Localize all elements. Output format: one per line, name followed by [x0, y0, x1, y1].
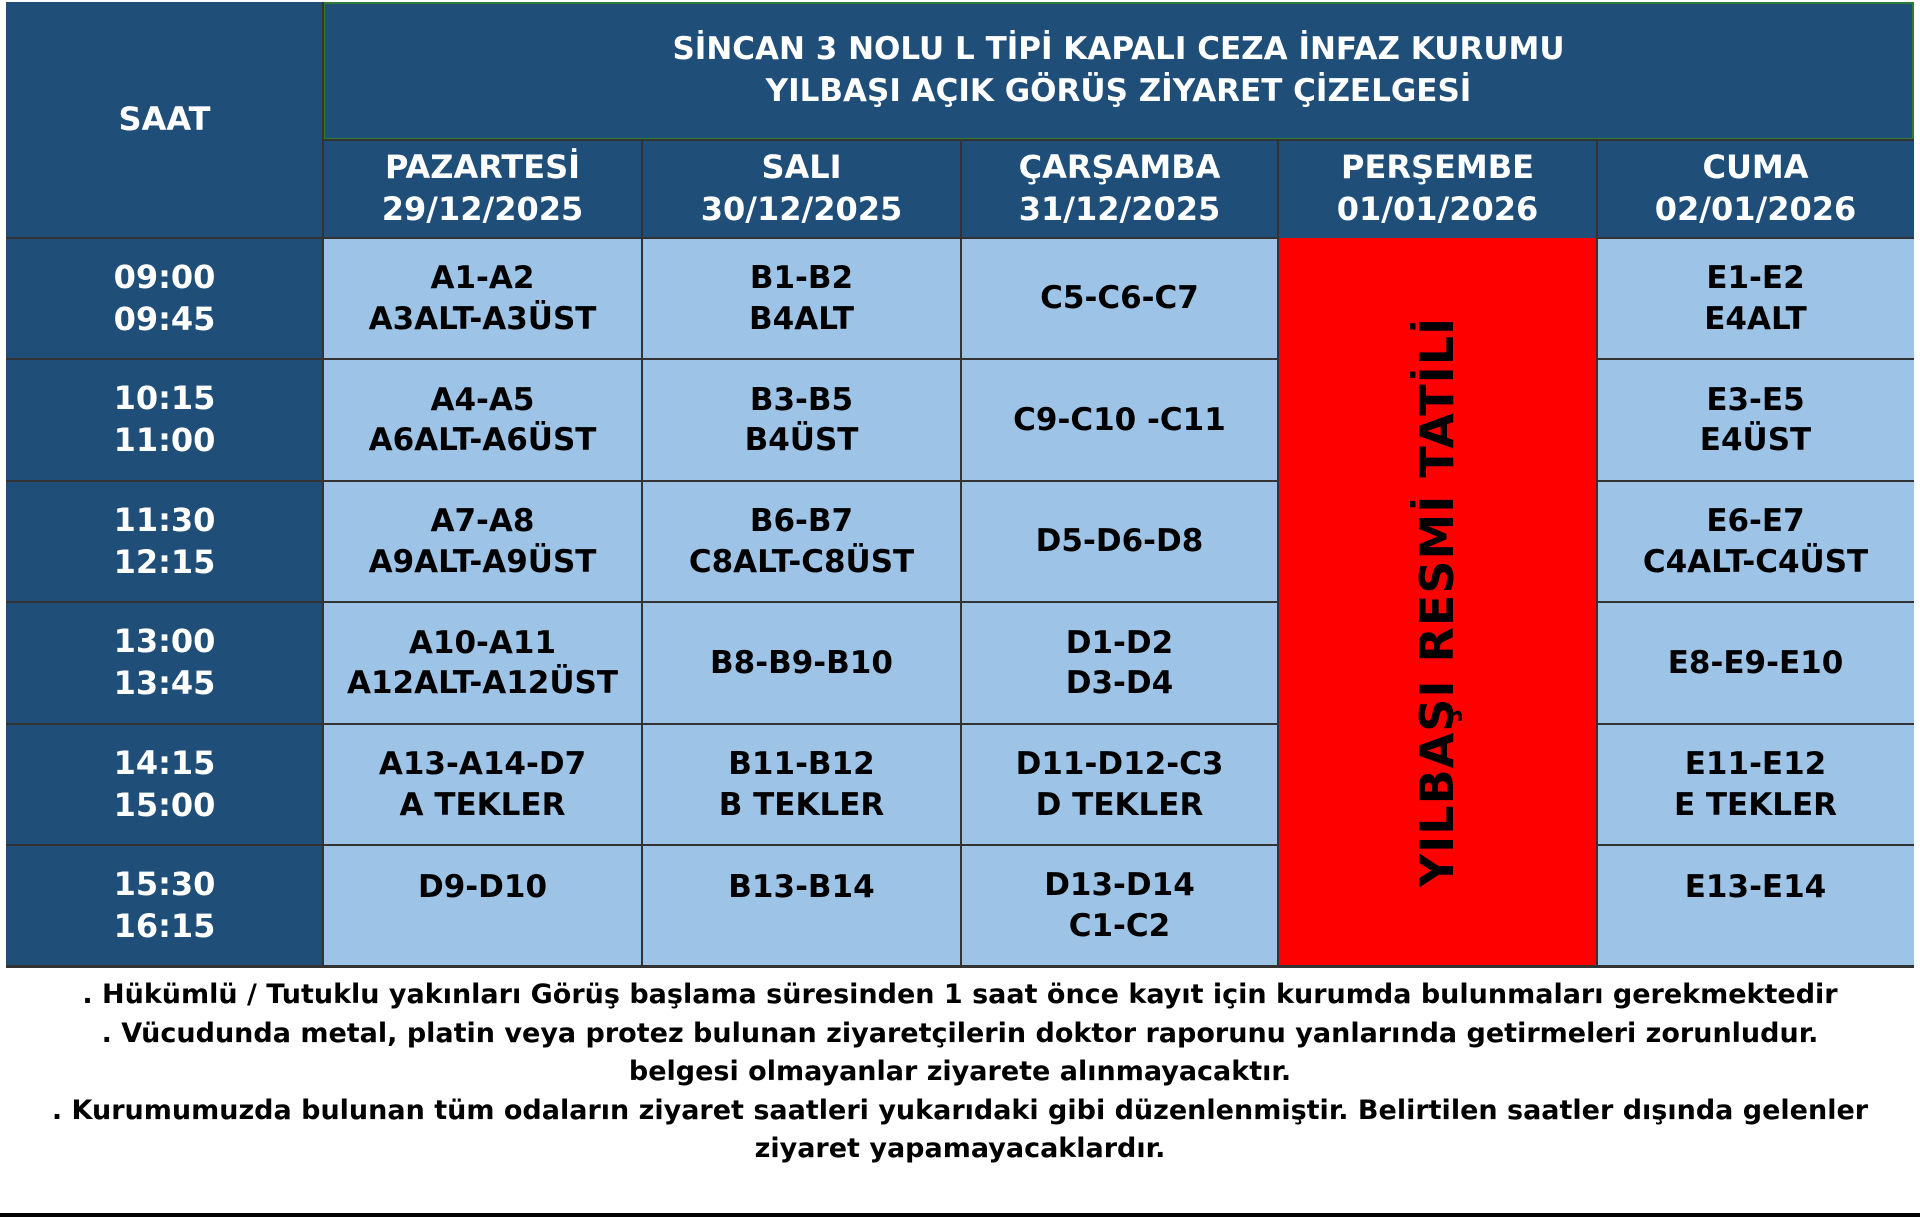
- grid-hline: [1597, 723, 1914, 725]
- page-title: [323, 2, 1914, 140]
- ward-group: A9ALT-A9ÜST: [368, 543, 597, 580]
- schedule-cell: [323, 359, 642, 481]
- note-line: . Hükümlü / Tutuklu yakınları Görüş başlama süresinden 1 saat önce kayıt için kurumda bulunmaları gerekmektedir: [82, 979, 1838, 1010]
- day-header: [961, 140, 1278, 238]
- ward-group: D TEKLER: [1035, 786, 1204, 823]
- holiday-label: YILBAŞI RESMİ TATİLİ: [1410, 316, 1465, 888]
- ward-group: A1-A2: [430, 260, 535, 297]
- ward-group: D9-D10: [417, 869, 548, 905]
- ward-group: D13-D14: [1044, 867, 1195, 904]
- ward-group: A7-A8: [430, 503, 535, 540]
- schedule-cell: [1597, 481, 1914, 602]
- day-date: 01/01/2026: [1336, 190, 1539, 228]
- grid-hline: [1597, 844, 1914, 846]
- schedule-cell: [1597, 845, 1914, 966]
- ward-group: D1-D2: [1065, 624, 1174, 661]
- grid-hline: [6, 237, 1278, 239]
- ward-group: C5-C6-C7: [1040, 280, 1199, 317]
- day-header: [642, 140, 961, 238]
- schedule-cell: [323, 481, 642, 602]
- day-name: PERŞEMBE: [1341, 148, 1534, 187]
- ward-group: B8-B9-B10: [710, 644, 893, 681]
- ward-group: D11-D12-C3: [1015, 746, 1224, 783]
- holiday-cell: [1278, 238, 1597, 966]
- ward-group: B4ÜST: [744, 422, 859, 458]
- schedule-cell: [1597, 359, 1914, 481]
- day-header: [1597, 140, 1914, 238]
- notes-section: [6, 968, 1914, 1213]
- ward-group: A3ALT-A3ÜST: [368, 300, 597, 337]
- grid-hline: [323, 139, 1914, 141]
- time-slot: [6, 481, 323, 602]
- slot-start: 13:00: [113, 622, 216, 661]
- ward-group: E13-E14: [1684, 869, 1827, 905]
- ward-group: C8ALT-C8ÜST: [688, 543, 915, 580]
- grid-hline: [6, 601, 1278, 603]
- grid-hline: [6, 480, 1278, 482]
- schedule-cell: [961, 845, 1278, 966]
- note-line: . Vücudunda metal, platin veya protez bulunan ziyaretçilerin doktor raporunu yanlarında getirmeleri zorunludur.: [101, 1017, 1819, 1049]
- ward-group: E4ÜST: [1699, 422, 1812, 458]
- schedule-cell: [961, 481, 1278, 602]
- grid-vline: [322, 2, 324, 140]
- ward-group: B4ALT: [749, 300, 854, 337]
- schedule-cell: [1597, 602, 1914, 724]
- ward-group: A6ALT-A6ÜST: [368, 422, 597, 458]
- schedule-cell: [1597, 238, 1914, 359]
- day-name: ÇARŞAMBA: [1018, 148, 1221, 187]
- schedule-cell: [1597, 724, 1914, 845]
- ward-group: B3-B5: [749, 381, 854, 418]
- schedule-cell: [642, 724, 961, 845]
- time-slot: [6, 602, 323, 724]
- ward-group: D5-D6-D8: [1035, 523, 1204, 560]
- ward-group: E1-E2: [1706, 260, 1805, 297]
- grid-vline: [1277, 140, 1279, 966]
- slot-start: 11:30: [113, 500, 216, 539]
- grid-hline: [6, 358, 1278, 360]
- time-slot: [6, 359, 323, 481]
- ward-group: B6-B7: [749, 503, 854, 540]
- grid-hline: [1597, 601, 1914, 603]
- bottom-border: [0, 1213, 1920, 1217]
- schedule-cell: [323, 602, 642, 724]
- title-line-2: YILBAŞI AÇIK GÖRÜŞ ZİYARET ÇİZELGESİ: [765, 73, 1472, 109]
- title-line-1: SİNCAN 3 NOLU L TİPİ KAPALI CEZA İNFAZ KURUMU: [672, 31, 1565, 68]
- slot-start: 15:30: [113, 864, 216, 903]
- ward-group: C1-C2: [1068, 907, 1171, 944]
- schedule-cell: [961, 602, 1278, 724]
- ward-group: E4ALT: [1704, 300, 1807, 337]
- grid-hline: [6, 844, 1278, 846]
- saat-label: SAAT: [118, 100, 211, 139]
- grid-hline: [1597, 237, 1914, 239]
- schedule-cell: [323, 238, 642, 359]
- day-name: SALI: [761, 148, 842, 187]
- schedule-cell: [961, 238, 1278, 359]
- slot-end: 15:00: [113, 785, 216, 824]
- day-date: 02/01/2026: [1654, 190, 1857, 228]
- slot-end: 13:45: [113, 664, 216, 702]
- grid-vline: [1596, 140, 1598, 966]
- day-name: CUMA: [1702, 148, 1809, 187]
- ward-group: E8-E9-E10: [1667, 644, 1844, 681]
- ward-group: A13-A14-D7: [378, 746, 587, 783]
- slot-end: 11:00: [113, 421, 216, 459]
- note-line: . Kurumumuzda bulunan tüm odaların ziyaret saatleri yukarıdaki gibi düzenlenmiştir. Belirtilen saatler dışında gelenler: [51, 1094, 1869, 1126]
- note-line: belgesi olmayanlar ziyarete alınmayacaktır.: [628, 1056, 1292, 1087]
- slot-end: 12:15: [113, 542, 216, 581]
- day-name: PAZARTESİ: [384, 148, 581, 187]
- grid-vline: [322, 140, 324, 966]
- ward-group: A10-A11: [408, 624, 557, 661]
- ward-group: A TEKLER: [399, 786, 566, 823]
- schedule-cell: [642, 481, 961, 602]
- day-date: 31/12/2025: [1018, 190, 1221, 228]
- ward-group: B11-B12: [728, 746, 875, 783]
- ward-group: E TEKLER: [1673, 786, 1838, 823]
- day-header: [1278, 140, 1597, 238]
- ward-group: A4-A5: [430, 381, 535, 418]
- slot-start: 14:15: [113, 743, 216, 782]
- ward-group: E3-E5: [1706, 381, 1805, 418]
- schedule-cell: [642, 238, 961, 359]
- schedule-cell: [961, 359, 1278, 481]
- grid-vline: [960, 140, 962, 966]
- ward-group: B TEKLER: [718, 786, 885, 823]
- schedule-cell: [323, 845, 642, 966]
- time-slot: [6, 724, 323, 845]
- schedule-cell: [642, 359, 961, 481]
- grid-hline: [6, 723, 1278, 725]
- schedule-cell: [642, 602, 961, 724]
- grid-hline: [1597, 480, 1914, 482]
- slot-start: 09:00: [113, 257, 216, 296]
- note-line: ziyaret yapamayacaklardır.: [754, 1133, 1166, 1164]
- day-date: 30/12/2025: [700, 190, 903, 228]
- slot-end: 16:15: [113, 906, 216, 945]
- schedule-cell: [961, 724, 1278, 845]
- ward-group: E11-E12: [1684, 746, 1827, 783]
- day-header: [323, 140, 642, 238]
- ward-group: C4ALT-C4ÜST: [1642, 543, 1869, 580]
- time-slot: [6, 238, 323, 359]
- schedule-cell: [642, 845, 961, 966]
- grid-vline: [641, 140, 643, 966]
- ward-group: C9-C10 -C11: [1013, 401, 1226, 438]
- ward-group: B1-B2: [749, 260, 854, 297]
- day-date: 29/12/2025: [381, 190, 584, 228]
- ward-group: B13-B14: [728, 869, 875, 905]
- slot-end: 09:45: [113, 299, 216, 338]
- saat-header: [6, 2, 323, 238]
- ward-group: A12ALT-A12ÜST: [347, 665, 618, 701]
- schedule-cell: [323, 724, 642, 845]
- grid-hline: [1597, 358, 1914, 360]
- slot-start: 10:15: [113, 379, 216, 418]
- ward-group: D3-D4: [1065, 665, 1174, 701]
- ward-group: E6-E7: [1706, 503, 1805, 540]
- time-slot: [6, 845, 323, 966]
